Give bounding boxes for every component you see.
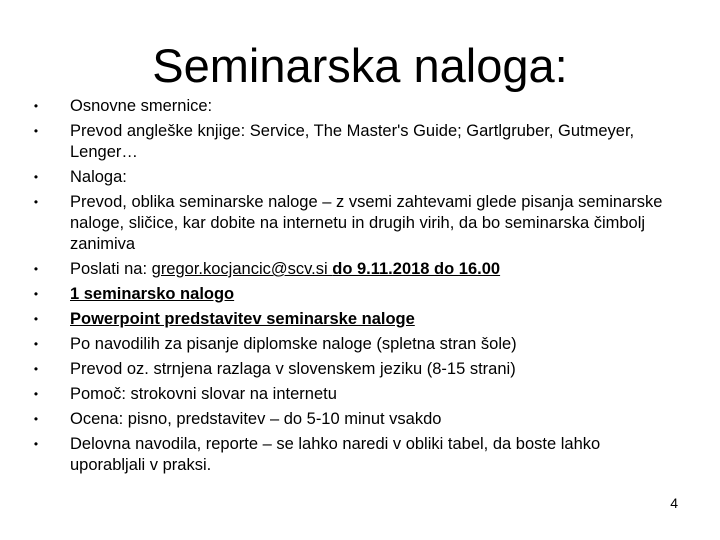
bullet-icon: •: [33, 195, 39, 209]
list-item: [30, 284, 670, 305]
item-text-emphasis: Powerpoint predstavitev seminarske naloge: [70, 310, 415, 328]
send-to-label: Poslati na:: [70, 260, 152, 278]
item-text: Ocena: pisno, predstavitev – do 5-10 minut vsakdo: [70, 410, 442, 428]
item-text: Naloga:: [70, 168, 127, 186]
list-item: [30, 259, 670, 280]
deadline-date: do 9.11.2018 do 16.00: [332, 260, 501, 278]
bullet-icon: •: [33, 387, 39, 401]
list-item: [30, 334, 670, 355]
bullet-icon: •: [33, 287, 39, 301]
item-text: Prevod oz. strnjena razlaga v slovenskem jeziku (8-15 strani): [70, 360, 516, 378]
slide-title: Seminarska naloga:: [152, 39, 568, 92]
list-item: [30, 309, 670, 330]
bullet-icon: •: [33, 362, 39, 376]
item-text: Prevod angleške knjige: Service, The Master's Guide; Gartlgruber, Gutmeyer, Lenger…: [70, 122, 635, 161]
list-item: [30, 121, 670, 163]
email-link[interactable]: gregor.kocjancic@scv.si: [151, 260, 333, 278]
bullet-icon: •: [33, 124, 39, 138]
item-text: Osnovne smernice:: [70, 97, 213, 115]
bullet-list: [30, 96, 670, 480]
list-item: [30, 192, 670, 255]
bullet-icon: •: [33, 337, 39, 351]
list-item: [30, 384, 670, 405]
bullet-icon: •: [33, 437, 39, 451]
bullet-icon: •: [33, 99, 39, 113]
list-item: [30, 359, 670, 380]
item-text: Delovna navodila, reporte – se lahko naredi v obliki tabel, da boste lahko uporabljali v praksi.: [70, 435, 601, 474]
item-text-emphasis: 1 seminarsko nalogo: [70, 285, 235, 303]
item-text: Pomoč: strokovni slovar na internetu: [70, 385, 337, 403]
bullet-icon: •: [33, 312, 39, 326]
item-text: Prevod, oblika seminarske naloge – z vsemi zahtevami glede pisanja seminarske naloge, sličice, kar dobite na internetu in drugih virih, da bo seminarska čimbolj zanimiva: [70, 193, 663, 253]
list-item: [30, 96, 670, 117]
bullet-icon: •: [33, 262, 39, 276]
list-item: [30, 409, 670, 430]
bullet-icon: •: [33, 412, 39, 426]
item-text: Po navodilih za pisanje diplomske naloge (spletna stran šole): [70, 335, 517, 353]
bullet-icon: •: [33, 170, 39, 184]
page-number: 4: [670, 495, 678, 511]
list-item: [30, 434, 670, 476]
list-item: [30, 167, 670, 188]
